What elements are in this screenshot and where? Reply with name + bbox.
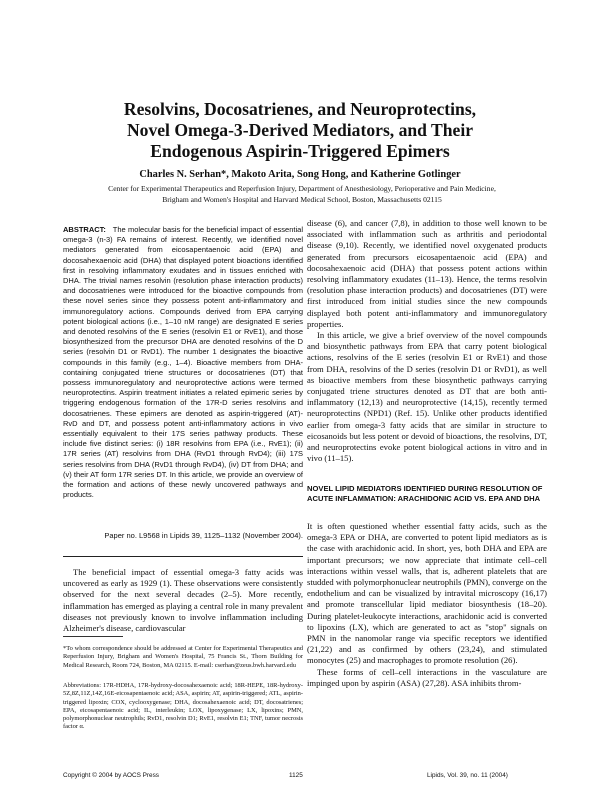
right-column-intro: [307, 218, 547, 464]
intro-paragraph-left: The beneficial impact of essential omega-3 fatty acids was uncovered as early as 1929 (1). These observations were consistently observed for the next several decades (2–5). More recently, inflammation has emerged as playing a central role in many prevalent diseases not previously known to involve inflammation including Alzheimer's disease, cardiovascular: [63, 567, 303, 634]
body-paragraph: It is often questioned whether essential fatty acids, such as the omega-3 EPA or DHA, are converted to potent lipid mediators as is the case with arachidonic acid. In short, yes, both DHA and EPA are important precursors; we now appreciate that intimate cell–cell interactions within vessel walls, that is, adherent platelets that are studded with polymorphonuclear neutrophils (PMN), converge on the endothelium and can be visualized by intravital microscopy (16,17) and promote transcellular lipid mediator biosynthesis (18–20). During platelet-leukocyte interactions, arachidonic acid is converted to lipoxins (LX), which are generated to act as "stop" signals on PMN in the nanomolar range via specific receptors we identified (21,22) and as confirmed by others (23,24), and stimulated monocytes (25) and macrophages to promote resolution (26).: [307, 521, 547, 666]
abstract-text: The molecular basis for the beneficial impact of essential omega-3 (n-3) FA remains of interest. Recently, we identified novel mediators generated from eicosapentaenoic acid (EPA) and docosahexaenoic acid (DHA) that displayed potent bioactions identified first in resolving inflammatory exudates and in tissues enriched with DHA. The trivial names resolvin (resolution phase interaction products) and docosatrienes were introduced for the bioactive compounds from these novel series since they possess potent anti-inflammatory and immunoregulatory actions. Compounds derived from EPA carrying potent biological actions (i.e., 1–10 nM range) are designated E series and denoted resolvins of the E series (resolvin E1 or RvE1), and those biosynthesized from the precursor DHA are denoted resolvins of the D series (resolvin D1 or RvD1). The number 1 designates the bioactive compounds in this family (e.g., 1–4). Bioactive members from DHA-containing conjugated triene structures or docosatrienes (DT) that possess immunoregulatory and neuroprotective actions were termed neuroprotectins. Aspirin treatment initiates a related epimeric series by triggering endogenous formation of the 17R-D series resolvins and docosatrienes. These epimers are denoted as aspirin-triggered (AT)-RvD and DT, and possess potent anti-inflammatory actions in vivo essentially equivalent to their 17S series pathway products. These include five distinct series: (i) 18R resolvins from EPA (i.e., RvE1); (ii) 17R series (AT) resolvins from DHA (RvD1 through RvD4); (iii) 17S series resolvins from DHA (RvD1 through RvD4), (iv) DT from DHA; and (v) their AT form 17R series DT. In this article, we provide an overview of the formation and actions of these newly uncovered pathways and products.: [63, 225, 303, 500]
footer-journal: Lipids, Vol. 39, no. 11 (2004): [427, 772, 508, 779]
body-paragraph: These forms of cell–cell interactions in the vasculature are impinged upon by aspirin (ASA) (27,28). ASA inhibits throm-: [307, 666, 547, 688]
abstract: [63, 225, 303, 500]
abstract-label: ABSTRACT:: [63, 225, 106, 234]
right-column-section: [307, 521, 547, 689]
paper-citation: Paper no. L9568 in Lipids 39, 1125–1132 (November 2004).: [104, 531, 303, 540]
body-paragraph: disease (6), and cancer (7,8), in addition to those well known to be associated with inflammation such as arthritis and periodontal disease (9,10). Recently, we identified novel oxygenated products generated from precursors eicosapentaenoic acid (EPA) and docosahexaenoic acid (DHA) that possess potent actions within resolving inflammatory exudates (11–13). Hence, the terms resolvin (resolution phase interaction products) and docosatrienes (DT) were first introduced from initial studies since the new compounds displayed both potent anti-inflammatory and immunoregulatory properties.: [307, 218, 547, 329]
title-line: Novel Omega-3-Derived Mediators, and Their: [126, 120, 474, 140]
footnote-divider: [63, 636, 123, 637]
title-line: Endogenous Aspirin-Triggered Epimers: [150, 141, 450, 161]
footnote-abbreviations: Abbreviations: 17R-HDHA, 17R-hydroxy-docosahexaenoic acid; 18R-HEPE, 18R-hydroxy-5Z,8Z,11Z,14Z,16E-eicosapentaenoic acid; ASA, aspirin; AT, aspirin-triggered; ATL, aspirin-triggered lipoxin; COX, cyclooxygenase; DHA, docosahexaenoic acid; DT, docosatrienes; EPA, eicosapentaenoic acid; IL, interleukin; LOX, lipoxygenase; LX, lipoxins; PMN, polymorphonuclear neutrophils; RvD1, resolvin D1; RvE1, resolvin E1; TNF, tumor necrosis factor α.: [63, 682, 303, 731]
author-list: Charles N. Serhan*, Makoto Arita, Song Hong, and Katherine Gotlinger: [139, 169, 461, 180]
footer-page-number: 1125: [289, 772, 303, 779]
body-paragraph: In this article, we give a brief overview of the novel compounds and biosynthetic pathways from EPA that carry potent biological actions, resolvins of the E series (resolvin E1 or RvE1) and those from DHA, resolvins of the D series (resolvin D1 or RvD1), as well as bioactive members from these biosynthetic pathways carrying conjugated triene structures denoted as DT that are both anti-inflammatory (12,13) and neuroprotective (14,15), recently termed neuroprotectins (NPD1) (Ref. 15). Unlike other products identified earlier from omega-3 fatty acids that are similar in structure to eicosanoids but less potent or devoid of bioactions, the resolvins, DT, and neuroprotectins evoke potent biological actions in vitro and in vivo (11–15).: [307, 330, 547, 464]
footer-copyright: Copyright © 2004 by AOCS Press: [63, 772, 159, 779]
section-heading: NOVEL LIPID MEDIATORS IDENTIFIED DURING RESOLUTION OF ACUTE INFLAMMATION: ARACHIDONIC ACID VS. EPA AND DHA: [307, 484, 543, 504]
affiliation: Center for Experimental Therapeutics and Reperfusion Injury, Department of Anesthesiology, Perioperative and Pain Medicine, Brigham and Women's Hospital and Harvard Medical School, Boston, Massachusetts 02115: [108, 184, 496, 204]
footnote-correspondence: *To whom correspondence should be addressed at Center for Experimental Therapeutics and Reperfusion Injury, Brigham and Women's Hospital, 75 Francis St., Thorn Building for Medical Research, Room 724, Boston, MA 02115. E-mail: cserhan@zeus.bwh.harvard.edu: [63, 645, 303, 669]
title-line: Resolvins, Docosatrienes, and Neuroprotectins,: [123, 99, 477, 119]
article-title: [60, 99, 540, 162]
abstract-divider: [63, 556, 303, 557]
